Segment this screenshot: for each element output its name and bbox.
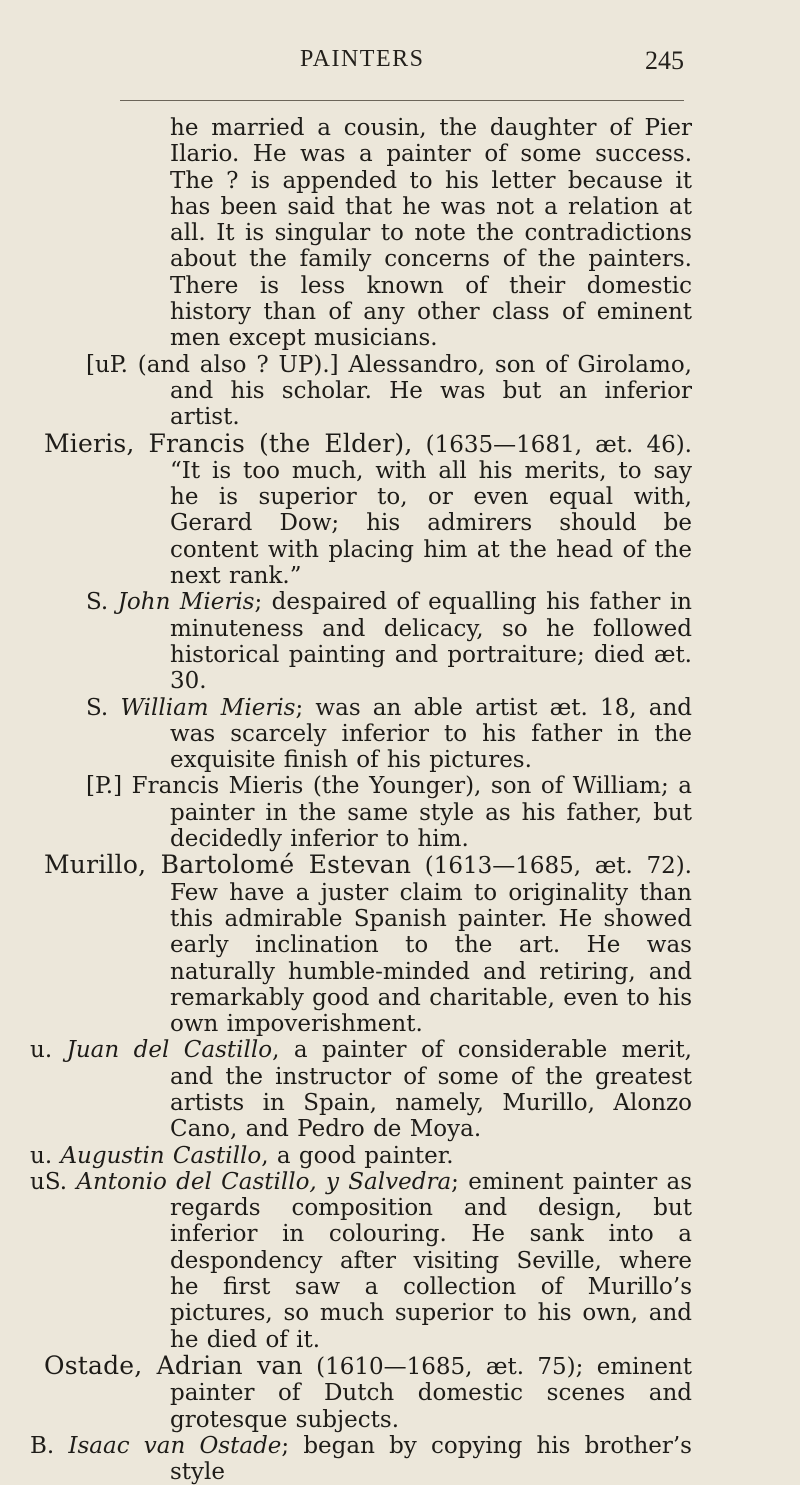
entry-name: Isaac van Ostade — [68, 1432, 282, 1459]
entry-name: William Mieris — [120, 694, 296, 721]
entry-text: [P.] Francis Mieris (the Younger), son of William; a painter in the same style as his father, but decidedly inferior to him. — [86, 773, 692, 853]
entry-text: ; was an able artist æt. 18, and was scarcely inferior to his father in the exquisite finish of his pictures. — [170, 694, 692, 774]
entry-murillo — [0, 852, 800, 1037]
entry-relation-prefix: uS. — [30, 1168, 77, 1195]
entry-antonio-del-castillo — [0, 1169, 800, 1353]
entry-text: , a good painter. — [261, 1142, 454, 1169]
entry-text: [uP. (and also ? UP).] Alessandro, son of Girolamo, and his scholar. He was but an inferior artist. — [86, 351, 692, 431]
entry-relation-prefix: u. — [30, 1037, 67, 1064]
entry-text: (1613—1685, æt. 72). Few have a juster claim to originality than this admirable Spanish painter. He showed early inclination to the art. He was naturally humble-minded and retiring, and remarkably good and charitable, even to his own impoverishment. — [170, 853, 692, 1038]
entry-name: Mieris, Francis (the Elder), — [44, 428, 413, 458]
entry-text: ; eminent painter as regards composition and design, but inferior in colouring. He sank into a despondency after visiting Seville, where he first saw a collection of Murillo’s pictures, so much superior to his own, and he died of it. — [170, 1168, 693, 1353]
entry-name: Juan del Castillo — [66, 1037, 273, 1064]
entry-juan-del-castillo — [0, 1037, 800, 1142]
entry-relation-prefix: S. — [86, 589, 118, 616]
running-head: PAINTERS — [300, 46, 425, 72]
entry-text: ; began by copying his brother’s style — [170, 1432, 692, 1485]
entry-up-alessandro — [0, 352, 800, 431]
entry-john-mieris — [0, 589, 800, 694]
entry-francis-mieris-younger — [0, 773, 800, 852]
entry-text: , a painter of considerable merit, and the instructor of some of the greatest artists in Spain, namely, Murillo, Alonzo Cano, and Pedro de Moya. — [170, 1037, 692, 1143]
header-rule — [120, 100, 684, 101]
page-body — [0, 115, 800, 1485]
entry-text: he married a cousin, the daughter of Pier Ilario. He was a painter of some success. The ? is appended to his letter because it has been said that he was not a relation at all. It is singular to note the contradictions about the family concerns of the painters. There is less known of their domestic history than of any other class of eminent men except musicians. — [170, 115, 692, 352]
entry-name: Ostade, Adrian van — [44, 1350, 303, 1380]
page-header — [0, 46, 800, 80]
entry-mieris-francis-elder — [0, 428, 800, 590]
entry-text: ; despaired of equalling his father in minuteness and delicacy, so he followed historical painting and portraiture; died æt. 30. — [170, 589, 692, 695]
entry-william-mieris — [0, 695, 800, 774]
entry-continuation — [0, 115, 800, 352]
page-number: 245 — [645, 46, 684, 75]
entry-isaac-van-ostade — [0, 1433, 800, 1485]
entry-relation-prefix: S. — [86, 694, 121, 721]
entry-ostade-adrian — [0, 1350, 800, 1433]
entry-relation-prefix: u. — [30, 1142, 61, 1169]
entry-relation-prefix: B. — [30, 1432, 69, 1459]
entry-name: John Mieris — [117, 589, 255, 616]
entry-name: Antonio del Castillo, y Salvedra — [76, 1168, 452, 1195]
entry-name: Murillo, Bartolomé Estevan — [44, 850, 412, 880]
entry-name: Augustin Castillo — [60, 1142, 262, 1169]
entry-text: (1635—1681, æt. 46). “It is too much, with all his merits, to say he is superior to, or even equal with, Gerard Dow; his admirers should be content with placing him at the head of the next rank.” — [170, 431, 692, 590]
entry-augustin-castillo — [0, 1143, 800, 1169]
entry-text: (1610—1685, æt. 75); eminent painter of Dutch domestic scenes and grotesque subjects. — [170, 1353, 692, 1433]
